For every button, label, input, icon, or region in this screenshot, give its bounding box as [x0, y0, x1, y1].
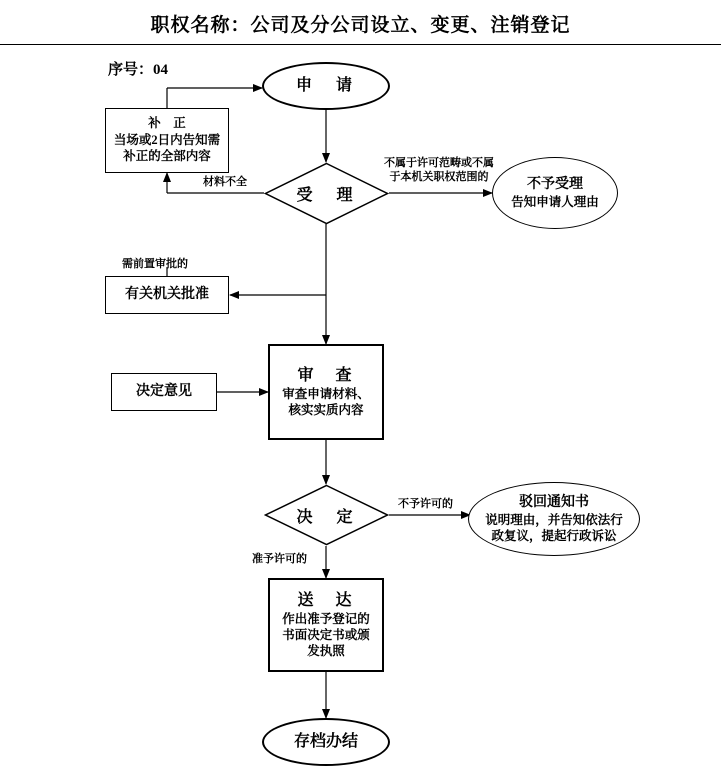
page-title: 职权名称：公司及分公司设立、变更、注销登记 — [150, 15, 571, 36]
edge-label-need-preapproval: 需前置审批的 — [122, 258, 188, 270]
node-review-body: 审查申请材料、核实实质内容 — [282, 386, 370, 417]
edge-label-material-incomplete: 材料不全 — [203, 176, 247, 188]
node-decision-opinion-label: 决定意见 — [136, 384, 192, 400]
node-deliver-body: 作出准予登记的书面决定书或颁发执照 — [282, 611, 370, 659]
node-deliver-title: 送 达 — [297, 591, 355, 609]
sequence-number: 序号：04 — [108, 62, 169, 78]
node-reject-accept-body: 告知申请人理由 — [511, 194, 599, 209]
node-reject-accept[interactable] — [492, 157, 618, 229]
edge-label-not-permitted: 不予许可的 — [398, 498, 453, 510]
node-correction[interactable] — [105, 108, 229, 173]
node-rejection-notice[interactable] — [468, 482, 640, 556]
node-rejection-notice-title: 驳回通知书 — [519, 495, 589, 510]
node-decide[interactable] — [264, 484, 389, 546]
node-deliver[interactable] — [268, 578, 384, 672]
node-approval-org-label: 有关机关批准 — [125, 287, 209, 303]
node-review[interactable] — [268, 344, 384, 440]
edge-label-permitted: 准予许可的 — [252, 553, 307, 565]
node-correction-body: 当场或2日内告知需补正的全部内容 — [113, 133, 221, 164]
node-review-title: 审 查 — [297, 366, 355, 384]
node-accept-label: 受 理 — [296, 187, 357, 204]
node-apply[interactable] — [262, 62, 390, 110]
node-decide-label: 决 定 — [296, 508, 357, 526]
node-correction-title: 补 正 — [148, 116, 186, 131]
node-apply-label: 申 请 — [295, 77, 356, 94]
node-approval-org[interactable] — [105, 276, 229, 314]
node-reject-accept-title: 不予受理 — [527, 177, 583, 193]
node-accept[interactable] — [264, 162, 389, 225]
title-divider — [0, 44, 721, 45]
node-rejection-notice-body: 说明理由，并告知依法行政复议，提起行政诉讼 — [485, 512, 623, 543]
node-decision-opinion[interactable] — [111, 373, 217, 411]
node-archive[interactable] — [262, 718, 390, 766]
node-archive-label: 存档办结 — [293, 733, 358, 750]
edge-label-not-in-scope: 不属于许可范畴或不属于本机关职权范围的 — [384, 157, 494, 183]
